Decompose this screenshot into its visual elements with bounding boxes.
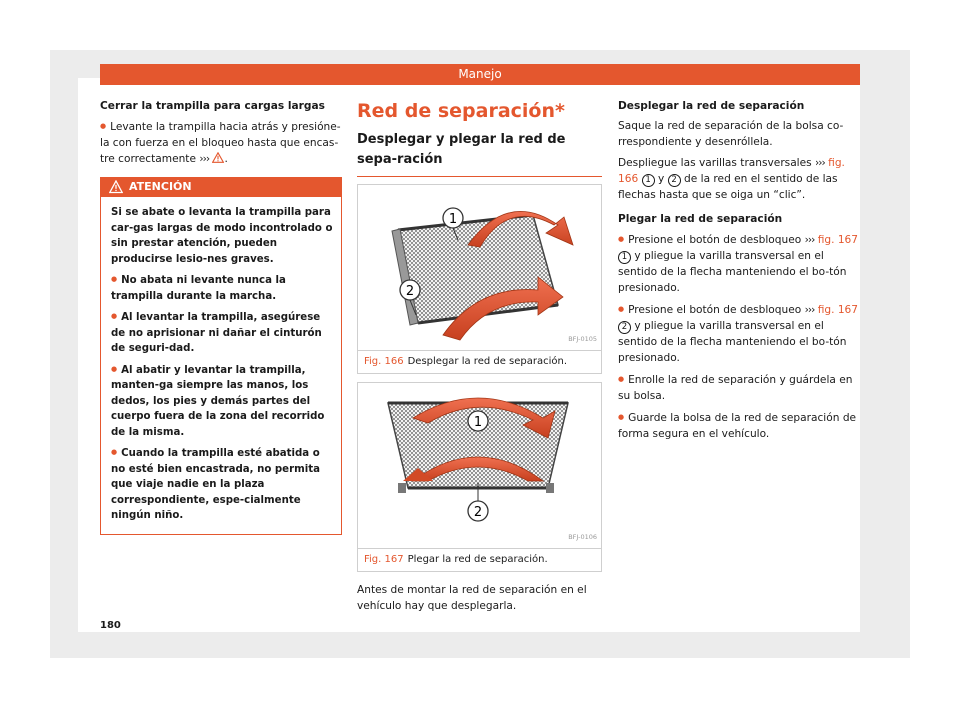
section-heading: Plegar la red de separación [618, 213, 783, 225]
warning-box [100, 177, 342, 535]
text-part: Enrolle la red de separación y guárdela en su bolsa. [618, 374, 853, 402]
warning-title: ATENCIÓN [129, 180, 192, 193]
warning-item [111, 272, 333, 304]
bullet-icon [618, 374, 628, 386]
section-heading: Desplegar la red de separación [618, 100, 805, 112]
column-left [100, 98, 342, 535]
warning-item [111, 362, 333, 441]
figure-caption [358, 350, 601, 373]
caption-text: Plegar la red de separación. [407, 554, 548, 565]
bullet-icon [111, 312, 121, 323]
cross-ref-arrows: ››› [804, 304, 815, 316]
warning-item-text: Cuando la trampilla esté abatida o no esté bien encastrada, no permita que viaje nadie en la plaza correspondiente, espe-cialmente ningún niño. [111, 448, 320, 521]
svg-text:1: 1 [473, 415, 483, 430]
body-text [618, 155, 860, 203]
instruction-bullet: ● Levante la trampilla hacia atrás y presióne-la con fuerza en el bloqueo hasta que encas-tre correctamente ››› . [100, 118, 342, 167]
warning-item [111, 309, 333, 357]
section-header: Manejo [100, 64, 860, 85]
section-title: Red de separación* [357, 100, 565, 122]
text-part: Guarde la bolsa de la red de separación de forma segura en el vehículo. [618, 412, 857, 440]
svg-text:2: 2 [473, 505, 483, 520]
bullet-icon [111, 448, 121, 459]
net-unfold-illustration [358, 185, 601, 350]
figure-link[interactable]: fig. 167 [817, 304, 859, 316]
bullet-icon [111, 275, 121, 286]
figure-167 [357, 382, 602, 572]
warning-icon [109, 180, 123, 194]
svg-text:2: 2 [405, 284, 415, 299]
text-part: y [657, 173, 665, 185]
figure-link[interactable]: fig. 167 [817, 234, 859, 246]
warning-item-text: No abata ni levante nunca la trampilla durante la marcha. [111, 275, 286, 302]
instruction-bullet [618, 371, 860, 404]
figure-caption [358, 548, 601, 571]
warning-item-text: Al abatir y levantar la trampilla, manten-ga siempre las manos, los dedos, los pies y demás partes del cuerpo fuera de la zona del recorrido de la misma. [111, 364, 325, 438]
figure-image [358, 185, 601, 350]
caption-text: Desplegar la red de separación. [407, 356, 568, 367]
figure-code: BFJ-0106 [568, 533, 597, 541]
text-part: Presione el botón de desbloqueo [628, 234, 802, 246]
column-right [618, 98, 860, 447]
figure-166 [357, 184, 602, 374]
text-part: de la red en el sentido de las flechas hasta que se oiga un “clic”. [618, 173, 838, 201]
instruction-bullet [618, 231, 860, 296]
bullet-text: Levante la trampilla hacia atrás y presióne-la con fuerza en el bloqueo hasta que encas-tre correctamente [100, 121, 341, 165]
instruction-bullet [618, 409, 860, 442]
section-heading: Cerrar la trampilla para cargas largas [100, 100, 325, 112]
figure-image [358, 383, 601, 548]
bullet-icon [111, 365, 121, 376]
cross-ref-arrows: ››› [804, 234, 815, 246]
instruction-bullet [618, 301, 860, 366]
text-part: y pliegue la varilla transversal en el sentido de la flecha manteniendo el bo-tón presionado. [618, 320, 847, 364]
callout-number: 2 [668, 174, 681, 187]
text-part: y pliegue la varilla transversal en el sentido de la flecha manteniendo el bo-tón presionado. [618, 250, 847, 294]
body-text: Saque la red de separación de la bolsa co-rrespondiente y desenróllela. [618, 120, 844, 148]
bullet-icon [618, 304, 628, 316]
figure-code: BFJ-0105 [568, 335, 597, 343]
cross-ref-arrows: ››› [815, 157, 825, 169]
bullet-icon [100, 121, 110, 133]
cross-ref-arrows[interactable]: ››› [199, 153, 210, 165]
figure-number: Fig. 166 [364, 356, 404, 367]
text-part: Despliegue las varillas transversales [618, 157, 812, 169]
callout-number: 1 [618, 251, 631, 264]
body-text: Antes de montar la red de separación en el vehículo hay que desplegarla. [357, 584, 587, 612]
subsection-title: Desplegar y plegar la red de sepa-ración [357, 130, 602, 177]
warning-triangle-icon [212, 152, 224, 163]
warning-item [111, 445, 333, 524]
callout-number: 1 [642, 174, 655, 187]
bullet-icon [618, 412, 628, 424]
svg-text:1: 1 [448, 212, 458, 227]
column-middle [357, 98, 602, 619]
net-fold-illustration [358, 383, 601, 548]
callout-number: 2 [618, 321, 631, 334]
figure-number: Fig. 167 [364, 554, 404, 565]
warning-item-text: Al levantar la trampilla, asegúrese de no aprisionar ni dañar el cinturón de seguri-dad. [111, 312, 322, 354]
page-number: 180 [100, 620, 121, 631]
warning-intro: Si se abate o levanta la trampilla para car-gas largas de modo incontrolado o sin prestar atención, pueden producirse lesio-nes graves. [111, 207, 333, 265]
figure-link[interactable]: fig. 166 [618, 157, 845, 185]
text-part: Presione el botón de desbloqueo [628, 304, 802, 316]
bullet-icon [618, 234, 628, 246]
